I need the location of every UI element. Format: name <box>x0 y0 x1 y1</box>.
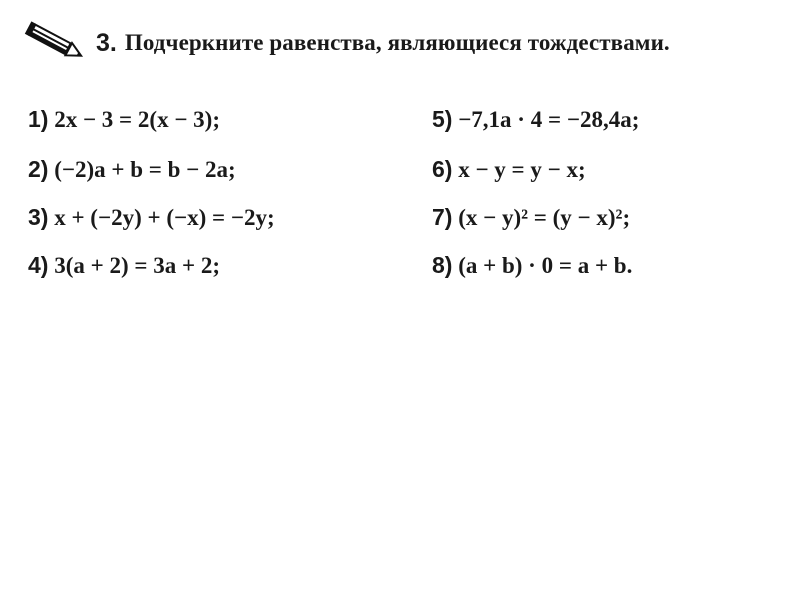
equation-expression: −7,1a · 4 = −28,4a; <box>458 107 640 132</box>
equation-expression: 2x − 3 = 2(x − 3); <box>54 107 220 132</box>
equation-number: 1) <box>28 106 49 132</box>
equation-expression: x − y = y − x; <box>458 157 586 182</box>
equation-expression: (a + b) · 0 = a + b. <box>458 253 633 278</box>
task-instruction: Подчеркните равенства, являющиеся тождествами. <box>124 30 670 55</box>
equation-7 <box>432 204 630 231</box>
equation-3 <box>28 204 275 231</box>
task-number: 3. <box>96 28 117 57</box>
equation-number: 8) <box>432 252 453 278</box>
equation-number: 3) <box>28 204 49 230</box>
equation-4 <box>28 252 220 279</box>
equation-number: 2) <box>28 156 49 182</box>
task-header <box>22 18 670 68</box>
equation-expression: x + (−2y) + (−x) = −2y; <box>54 205 275 230</box>
equation-5 <box>432 106 639 133</box>
equation-1 <box>28 106 220 133</box>
equation-expression: 3(a + 2) = 3a + 2; <box>54 253 220 278</box>
equation-expression: (x − y)² = (y − x)²; <box>458 205 631 230</box>
pencil-icon <box>22 20 88 66</box>
equation-expression: (−2)a + b = b − 2a; <box>54 157 236 182</box>
equation-number: 7) <box>432 204 453 230</box>
equation-8 <box>432 252 632 279</box>
equation-number: 4) <box>28 252 49 278</box>
equation-number: 5) <box>432 106 453 132</box>
equation-number: 6) <box>432 156 453 182</box>
equation-6 <box>432 156 586 183</box>
equation-2 <box>28 156 236 183</box>
